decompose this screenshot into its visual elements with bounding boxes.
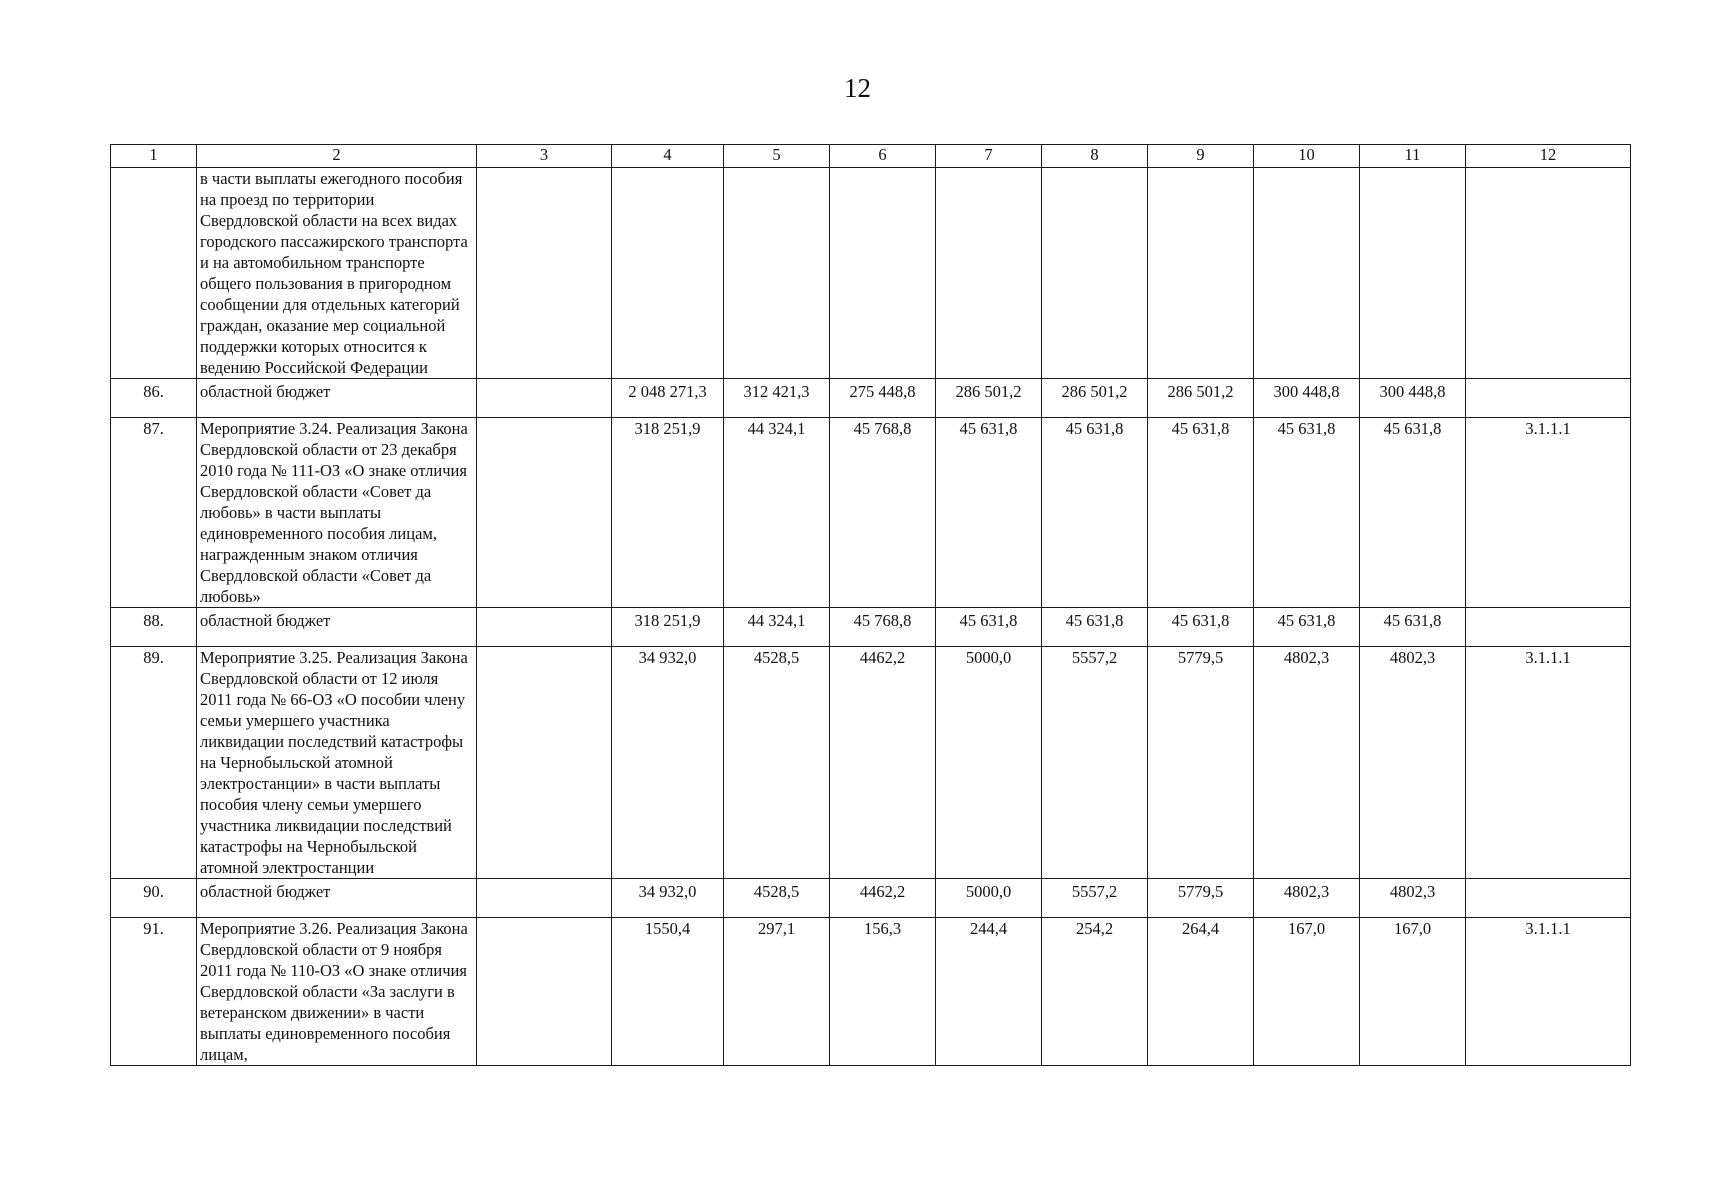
row-value-cell <box>830 168 936 379</box>
row-description-cell: областной бюджет <box>197 879 477 918</box>
row-value-cell: 275 448,8 <box>830 379 936 418</box>
column-header: 3 <box>477 145 612 168</box>
row-value-cell: 45 768,8 <box>830 418 936 608</box>
row-value-cell: 45 631,8 <box>1148 608 1254 647</box>
row-col3-cell <box>477 168 612 379</box>
header-row <box>111 145 1631 168</box>
row-value-cell: 5000,0 <box>936 647 1042 879</box>
row-value-cell: 4802,3 <box>1360 879 1466 918</box>
row-value-cell: 4528,5 <box>724 647 830 879</box>
row-value-cell <box>1254 168 1360 379</box>
row-value-cell: 312 421,3 <box>724 379 830 418</box>
row-code-cell <box>1466 379 1631 418</box>
column-header: 4 <box>612 145 724 168</box>
table-row <box>111 647 1631 879</box>
table-row <box>111 608 1631 647</box>
row-value-cell: 45 631,8 <box>936 608 1042 647</box>
row-description-cell: в части выплаты ежегодного пособия на проезд по территории Свердловской области на всех видах городского пассажирского транспорта и на автомобильном транспорте общего пользования в пригородном сообщении для отдельных категорий граждан, оказание мер социальной поддержки которых относится к ведению Российской Федерации <box>197 168 477 379</box>
row-value-cell: 45 768,8 <box>830 608 936 647</box>
row-number-cell: 86. <box>111 379 197 418</box>
column-header: 2 <box>197 145 477 168</box>
column-header: 9 <box>1148 145 1254 168</box>
row-value-cell: 4802,3 <box>1254 879 1360 918</box>
row-code-cell: 3.1.1.1 <box>1466 918 1631 1066</box>
row-value-cell: 4802,3 <box>1360 647 1466 879</box>
row-col3-cell <box>477 647 612 879</box>
row-value-cell <box>1148 168 1254 379</box>
row-value-cell: 5557,2 <box>1042 879 1148 918</box>
row-description-cell: областной бюджет <box>197 608 477 647</box>
row-value-cell: 34 932,0 <box>612 647 724 879</box>
row-number-cell <box>111 168 197 379</box>
column-header: 12 <box>1466 145 1631 168</box>
row-value-cell <box>936 168 1042 379</box>
row-description-cell: Мероприятие 3.26. Реализация Закона Свердловской области от 9 ноября 2011 года № 110-ОЗ «О знаке отличия Свердловской области «За заслуги в ветеранском движении» в части выплаты единовременного пособия лицам, <box>197 918 477 1066</box>
row-value-cell: 286 501,2 <box>1148 379 1254 418</box>
row-value-cell: 300 448,8 <box>1360 379 1466 418</box>
row-col3-cell <box>477 418 612 608</box>
row-value-cell: 44 324,1 <box>724 418 830 608</box>
column-header: 6 <box>830 145 936 168</box>
row-value-cell <box>724 168 830 379</box>
row-value-cell: 2 048 271,3 <box>612 379 724 418</box>
row-col3-cell <box>477 918 612 1066</box>
row-code-cell <box>1466 168 1631 379</box>
row-value-cell: 45 631,8 <box>1360 418 1466 608</box>
row-value-cell: 5779,5 <box>1148 879 1254 918</box>
row-number-cell: 89. <box>111 647 197 879</box>
row-value-cell <box>612 168 724 379</box>
row-value-cell: 45 631,8 <box>936 418 1042 608</box>
row-value-cell: 264,4 <box>1148 918 1254 1066</box>
row-number-cell: 88. <box>111 608 197 647</box>
row-value-cell: 254,2 <box>1042 918 1148 1066</box>
row-value-cell: 45 631,8 <box>1360 608 1466 647</box>
column-header: 7 <box>936 145 1042 168</box>
table-row <box>111 418 1631 608</box>
table-row <box>111 379 1631 418</box>
column-header: 5 <box>724 145 830 168</box>
row-description-cell: Мероприятие 3.24. Реализация Закона Свердловской области от 23 декабря 2010 года № 111-ОЗ «О знаке отличия Свердловской области «Совет да любовь» в части выплаты единовременного пособия лицам, награжденным знаком отличия Свердловской области «Совет да любовь» <box>197 418 477 608</box>
row-code-cell: 3.1.1.1 <box>1466 647 1631 879</box>
row-value-cell: 44 324,1 <box>724 608 830 647</box>
row-value-cell: 45 631,8 <box>1254 418 1360 608</box>
row-number-cell: 90. <box>111 879 197 918</box>
row-value-cell: 156,3 <box>830 918 936 1066</box>
row-value-cell: 1550,4 <box>612 918 724 1066</box>
row-value-cell: 167,0 <box>1360 918 1466 1066</box>
row-value-cell: 286 501,2 <box>1042 379 1148 418</box>
table-row <box>111 918 1631 1066</box>
row-value-cell <box>1360 168 1466 379</box>
row-value-cell: 34 932,0 <box>612 879 724 918</box>
column-header: 10 <box>1254 145 1360 168</box>
row-value-cell: 318 251,9 <box>612 608 724 647</box>
row-value-cell: 244,4 <box>936 918 1042 1066</box>
row-value-cell: 167,0 <box>1254 918 1360 1066</box>
row-value-cell: 5779,5 <box>1148 647 1254 879</box>
row-value-cell: 5557,2 <box>1042 647 1148 879</box>
row-value-cell: 297,1 <box>724 918 830 1066</box>
row-number-cell: 91. <box>111 918 197 1066</box>
row-value-cell: 300 448,8 <box>1254 379 1360 418</box>
page-number: 12 <box>844 73 871 103</box>
row-value-cell: 45 631,8 <box>1042 608 1148 647</box>
table-row <box>111 168 1631 379</box>
row-value-cell: 45 631,8 <box>1042 418 1148 608</box>
row-value-cell: 4528,5 <box>724 879 830 918</box>
row-col3-cell <box>477 379 612 418</box>
row-code-cell: 3.1.1.1 <box>1466 418 1631 608</box>
row-value-cell: 4802,3 <box>1254 647 1360 879</box>
row-code-cell <box>1466 608 1631 647</box>
column-header: 1 <box>111 145 197 168</box>
row-value-cell: 45 631,8 <box>1254 608 1360 647</box>
row-col3-cell <box>477 879 612 918</box>
row-value-cell: 4462,2 <box>830 879 936 918</box>
budget-table <box>110 144 1631 1066</box>
table-row <box>111 879 1631 918</box>
row-value-cell: 45 631,8 <box>1148 418 1254 608</box>
table-body <box>111 168 1631 1066</box>
row-number-cell: 87. <box>111 418 197 608</box>
column-header: 8 <box>1042 145 1148 168</box>
row-value-cell: 318 251,9 <box>612 418 724 608</box>
row-value-cell: 4462,2 <box>830 647 936 879</box>
row-col3-cell <box>477 608 612 647</box>
row-description-cell: Мероприятие 3.25. Реализация Закона Свердловской области от 12 июля 2011 года № 66-ОЗ «О пособии члену семьи умершего участника ликвидации последствий катастрофы на Чернобыльской атомной электростанции» в части выплаты пособия члену семьи умершего участника ликвидации последствий катастрофы на Чернобыльской атомной электростанции <box>197 647 477 879</box>
row-description-cell: областной бюджет <box>197 379 477 418</box>
row-value-cell: 286 501,2 <box>936 379 1042 418</box>
row-code-cell <box>1466 879 1631 918</box>
column-header: 11 <box>1360 145 1466 168</box>
row-value-cell <box>1042 168 1148 379</box>
row-value-cell: 5000,0 <box>936 879 1042 918</box>
